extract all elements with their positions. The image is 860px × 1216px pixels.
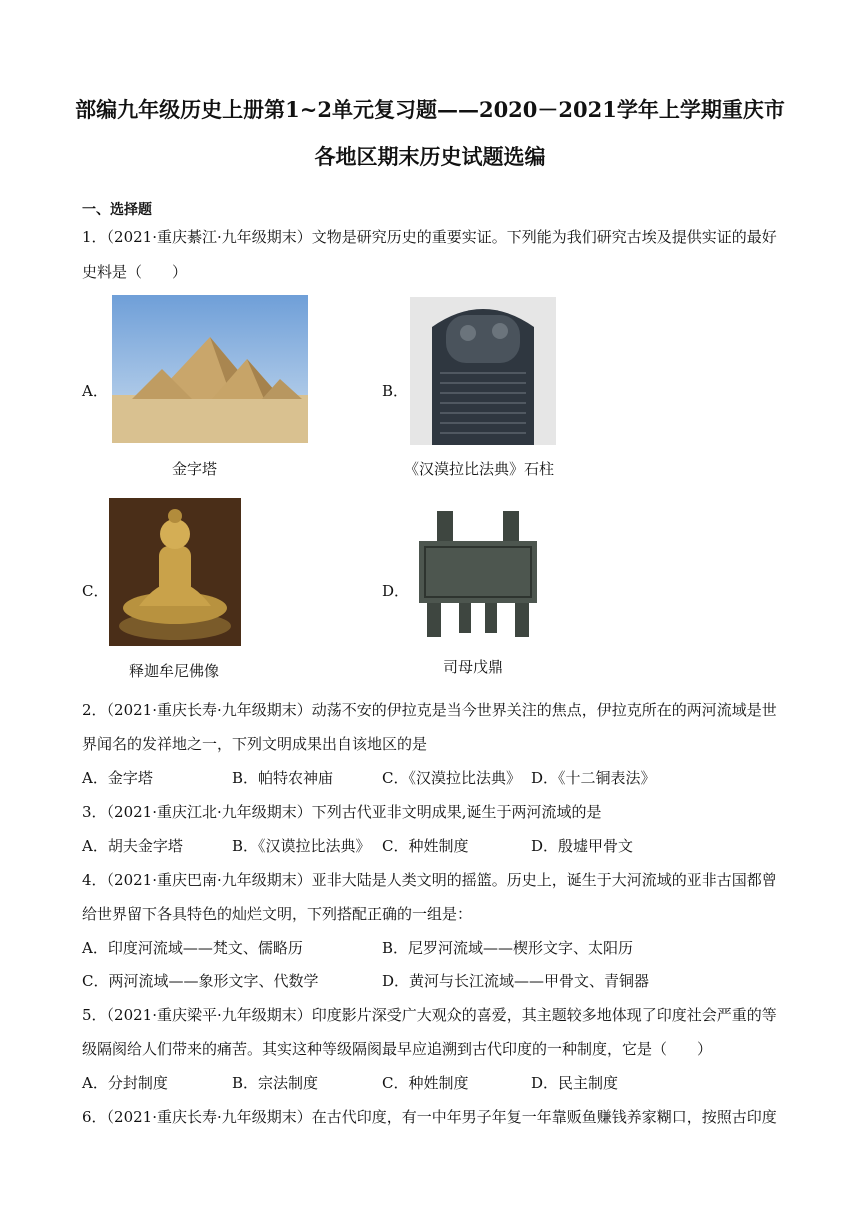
q5-stem-line-1: 5．（2021·重庆梁平·九年级期末）印度影片深受广大观众的喜爱，其主题较多地体现了印度社会严重的等 xyxy=(82,1006,777,1024)
q3-option-c: C．种姓制度 xyxy=(382,837,469,855)
q5-option-a: A．分封制度 xyxy=(82,1074,168,1092)
q1-option-b-label: B． xyxy=(382,382,409,400)
q4-stem-line-1: 4．（2021·重庆巴南·九年级期末）亚非大陆是人类文明的摇篮。历史上，诞生于大河流域的亚非古国都曾 xyxy=(82,871,777,889)
q4-option-c: C．两河流域——象形文字、代数学 xyxy=(82,972,319,990)
simuwu-ding-image xyxy=(409,501,547,647)
q3-option-d: D．殷墟甲骨文 xyxy=(531,837,634,855)
hammurabi-stele-image xyxy=(410,297,556,445)
q2-option-b: B．帕特农神庙 xyxy=(232,769,334,787)
q2-option-c: C．《汉漠拉比法典》 xyxy=(382,769,521,787)
q1-option-d-label: D． xyxy=(382,582,410,600)
q1-option-c-label: C． xyxy=(82,582,109,600)
q2-option-d: D．《十二铜表法》 xyxy=(531,769,656,787)
q4-option-b: B．尼罗河流域——楔形文字、太阳历 xyxy=(382,939,634,957)
buddha-statue-image xyxy=(109,498,241,646)
q4-option-d: D．黄河与长江流域——甲骨文、青铜器 xyxy=(382,972,650,990)
q3-stem-line-1: 3．（2021·重庆江北·九年级期末）下列古代亚非文明成果,诞生于两河流域的是 xyxy=(82,803,602,821)
q1-caption-a: 金字塔 xyxy=(172,460,218,478)
pyramids-image xyxy=(112,295,308,443)
section-heading: 一、选择题 xyxy=(82,202,152,218)
q1-caption-d: 司母戊鼎 xyxy=(443,658,504,676)
q5-option-d: D．民主制度 xyxy=(531,1074,619,1092)
document-title-line-1: 部编九年级历史上册第1~2单元复习题——2020－2021学年上学期重庆市 xyxy=(75,97,785,122)
q1-caption-c: 释迦牟尼佛像 xyxy=(129,662,220,680)
q2-option-a: A．金字塔 xyxy=(82,769,153,787)
q5-option-c: C．种姓制度 xyxy=(382,1074,469,1092)
q4-option-a: A．印度河流域——梵文、儒略历 xyxy=(82,939,303,957)
q1-stem-line-1: 1．（2021·重庆綦江·九年级期末）文物是研究历史的重要实证。下列能为我们研究古埃及提供实证的最好 xyxy=(82,228,777,246)
q5-option-b: B．宗法制度 xyxy=(232,1074,319,1092)
q5-stem-line-2: 级隔阂给人们带来的痛苦。其实这种等级隔阂最早应追溯到古代印度的一种制度，它是（ ） xyxy=(82,1040,713,1058)
q6-stem-line-1: 6．（2021·重庆长寿·九年级期末）在古代印度，有一中年男子年复一年靠贩鱼赚钱养家糊口，按照古印度 xyxy=(82,1108,777,1126)
q1-option-a-label: A． xyxy=(82,382,108,400)
q3-option-a: A．胡夫金字塔 xyxy=(82,837,183,855)
document-title-line-2: 各地区期末历史试题选编 xyxy=(314,144,546,169)
q2-stem-line-2: 界闻名的发祥地之一，下列文明成果出自该地区的是 xyxy=(82,735,428,753)
q1-caption-b: 《汉漠拉比法典》石柱 xyxy=(404,460,555,478)
q4-stem-line-2: 给世界留下各具特色的灿烂文明，下列搭配正确的一组是： xyxy=(82,905,473,923)
q1-stem-line-2: 史料是（ ） xyxy=(82,263,188,281)
q2-stem-line-1: 2．（2021·重庆长寿·九年级期末）动荡不安的伊拉克是当今世界关注的焦点，伊拉克所在的两河流域是世 xyxy=(82,701,777,719)
q3-option-b: B．《汉谟拉比法典》 xyxy=(232,837,371,855)
